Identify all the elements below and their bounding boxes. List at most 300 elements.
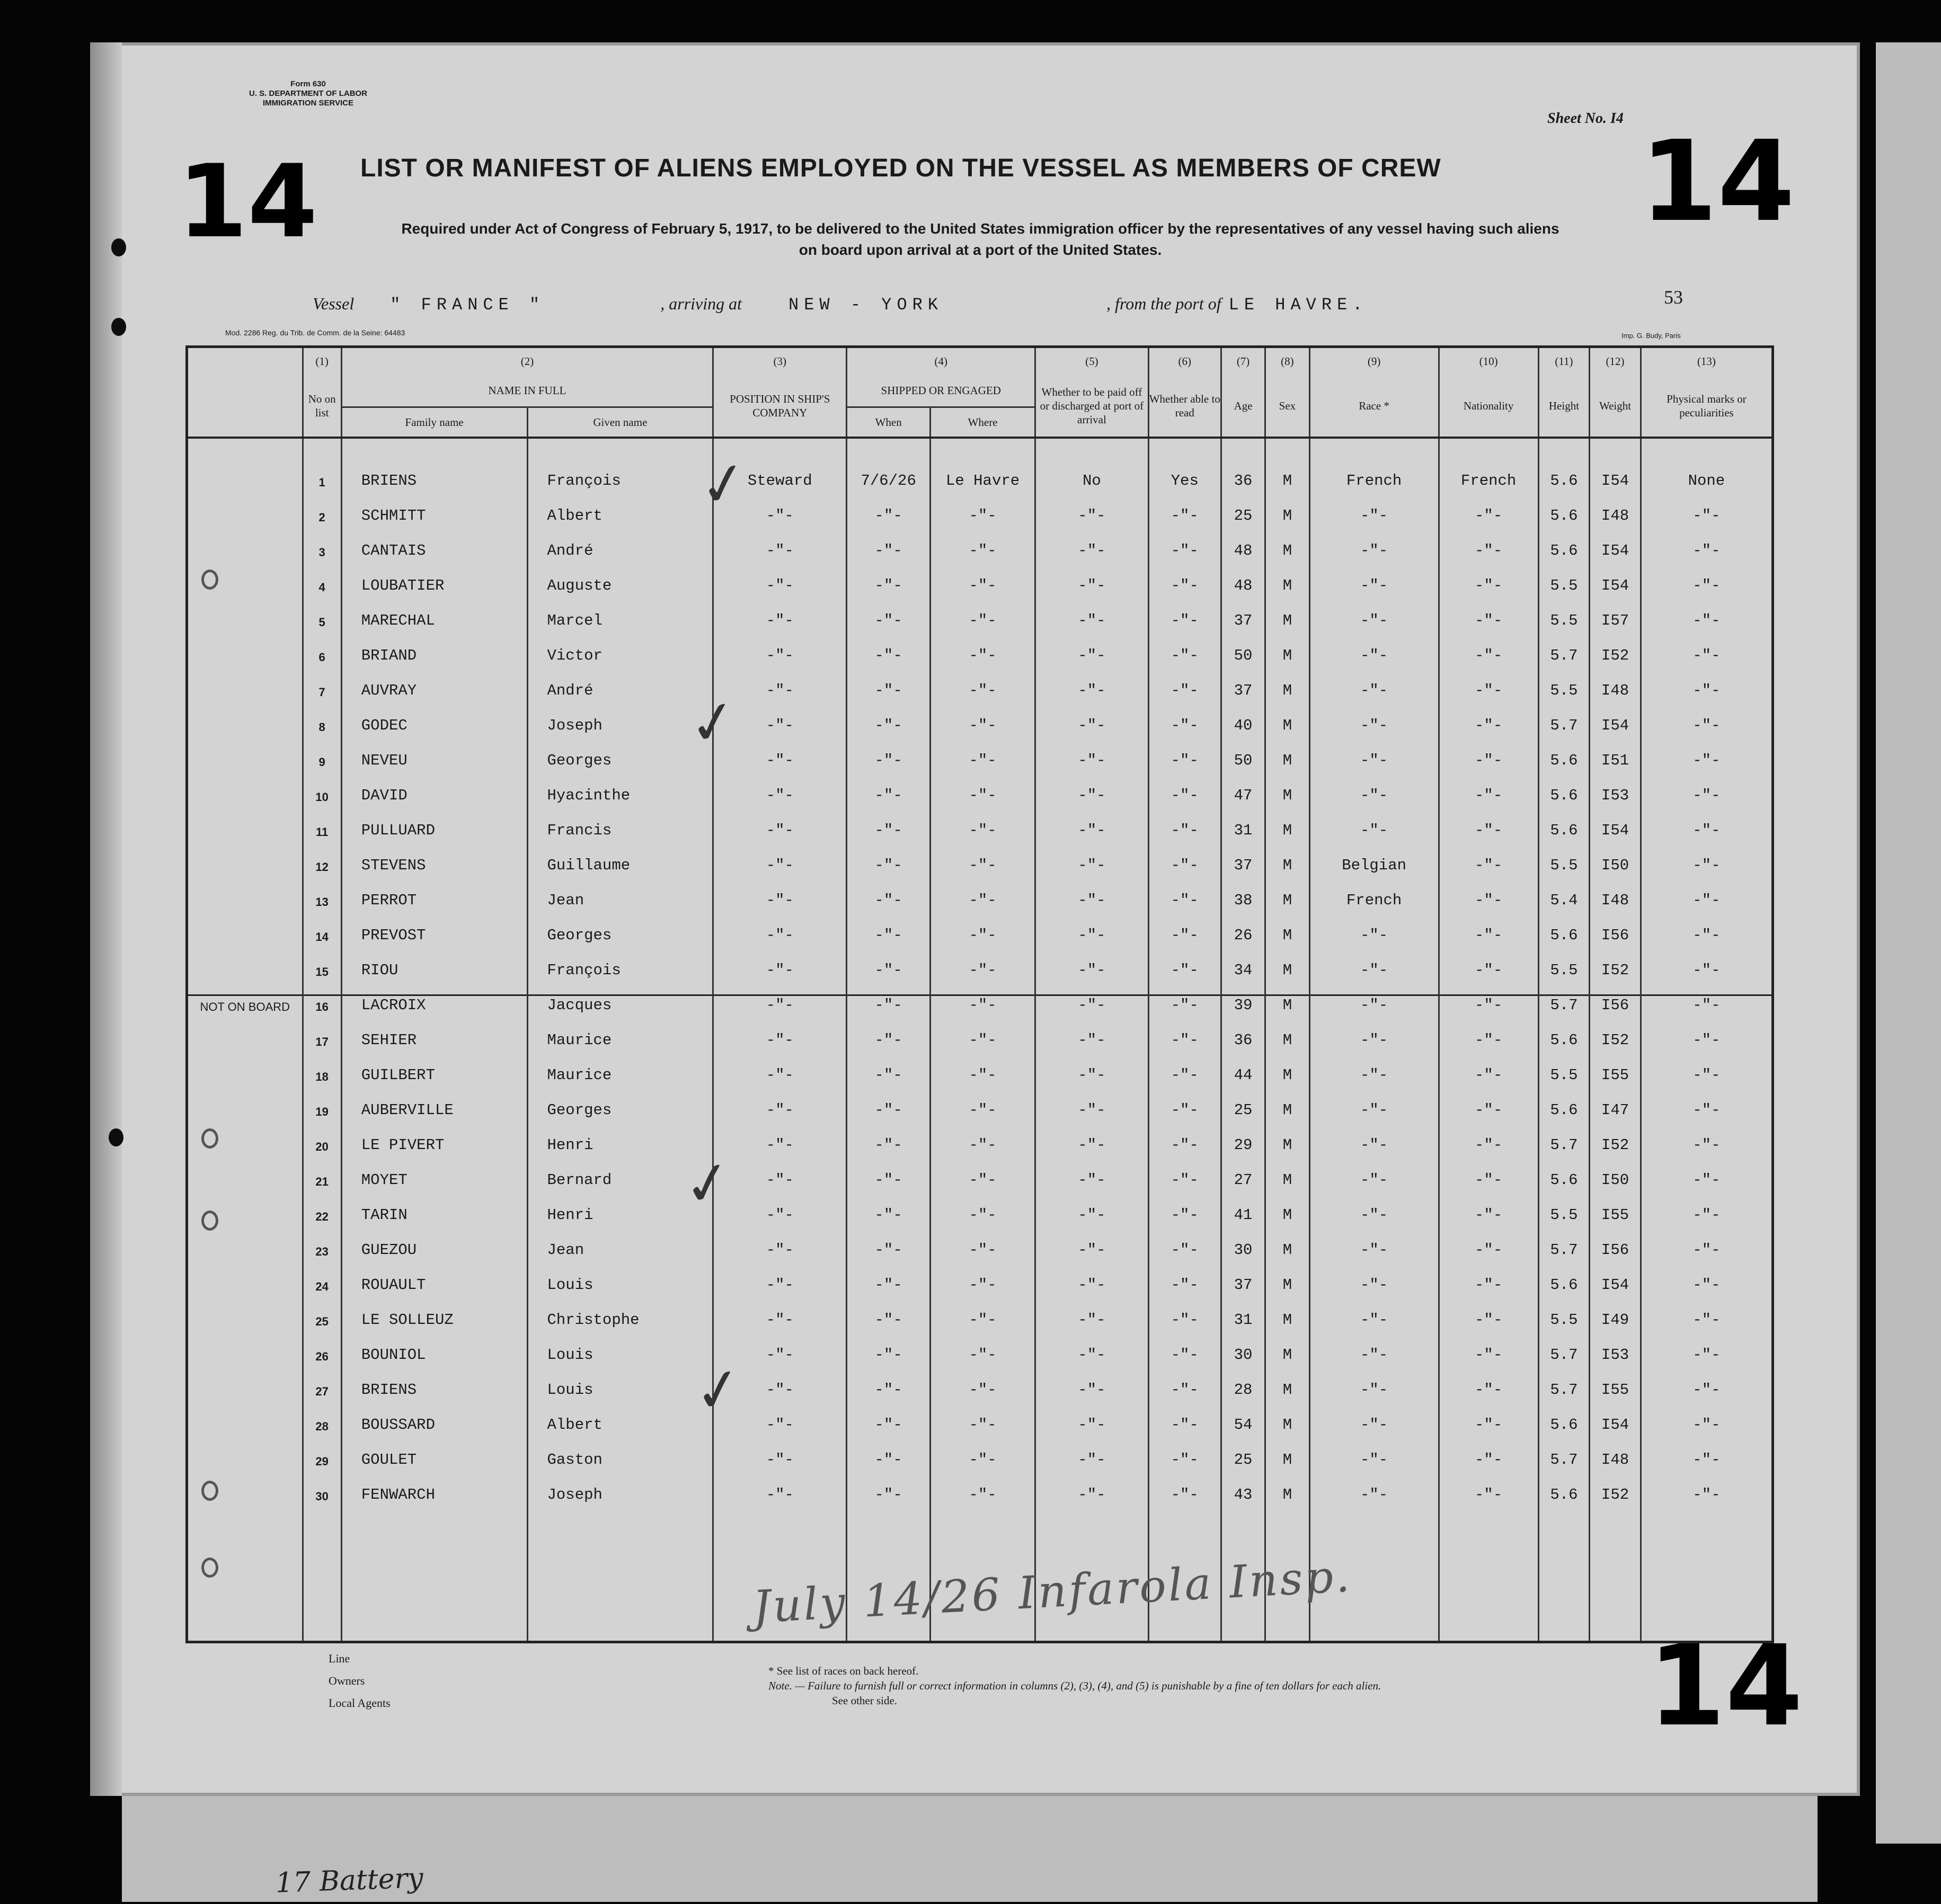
nationality: -"- [1439,874,1538,909]
sex: M [1265,559,1309,594]
physical-marks: -"- [1641,559,1772,594]
paid-off: -"- [1035,1329,1148,1364]
row-number: 29 [303,1434,341,1469]
race: -"- [1309,594,1439,629]
row-note [187,664,303,699]
shipped-when: -"- [847,664,930,699]
position: -"- [713,1049,847,1084]
physical-marks: -"- [1641,1224,1772,1259]
shipped-where: -"- [930,804,1035,839]
shipped-when: -"- [847,1364,930,1399]
weight: I55 [1590,1189,1641,1224]
shipped-when: -"- [847,1119,930,1154]
able-to-read: -"- [1148,1119,1221,1154]
race: -"- [1309,699,1439,734]
physical-marks: -"- [1641,1329,1772,1364]
age: 28 [1221,1364,1265,1399]
race: -"- [1309,1224,1439,1259]
row-note [187,1294,303,1329]
age: 34 [1221,944,1265,979]
shipped-where: -"- [930,1399,1035,1434]
race: -"- [1309,769,1439,804]
header-name-in-full: NAME IN FULL [341,375,713,407]
row-note [187,1224,303,1259]
given-name: Francis [527,804,713,839]
form-header [249,79,367,108]
physical-marks: -"- [1641,490,1772,524]
nationality: -"- [1439,1224,1538,1259]
able-to-read: -"- [1148,490,1221,524]
row-number: 12 [303,839,341,874]
row-number: 22 [303,1189,341,1224]
header-height: Height [1538,375,1590,438]
shipped-when: -"- [847,1399,930,1434]
row-number: 27 [303,1364,341,1399]
row-number: 18 [303,1049,341,1084]
row-number: 4 [303,559,341,594]
row-note [187,769,303,804]
race: -"- [1309,1014,1439,1049]
punch-hole [111,318,126,336]
able-to-read: -"- [1148,1224,1221,1259]
race: French [1309,438,1439,490]
sex: M [1265,594,1309,629]
shipped-where: -"- [930,594,1035,629]
check-mark: ✓ [694,446,754,522]
height: 5.7 [1538,1329,1590,1364]
age: 36 [1221,1014,1265,1049]
physical-marks: -"- [1641,1049,1772,1084]
weight: I56 [1590,909,1641,944]
shipped-when: -"- [847,490,930,524]
family-name: FENWARCH [341,1469,527,1503]
race: -"- [1309,1294,1439,1329]
row-number: 8 [303,699,341,734]
header-shipped-engaged: SHIPPED OR ENGAGED [847,375,1035,407]
paid-off: -"- [1035,1119,1148,1154]
row-note [187,490,303,524]
col-4-num: (4) [847,347,1035,375]
sheet-number-top-left: 14 [178,143,318,260]
row-note [187,629,303,664]
nationality: -"- [1439,1084,1538,1119]
arriving-port: NEW - YORK [788,295,944,315]
age: 50 [1221,629,1265,664]
nationality: -"- [1439,979,1538,1014]
shipped-where: -"- [930,839,1035,874]
family-name: DAVID [341,769,527,804]
table-row [187,1469,1773,1503]
position: -"- [713,1084,847,1119]
punch-hole [109,1128,123,1146]
row-number: 9 [303,734,341,769]
shipped-where: -"- [930,1154,1035,1189]
age: 26 [1221,909,1265,944]
nationality: -"- [1439,664,1538,699]
row-number: 23 [303,1224,341,1259]
shipped-when: -"- [847,874,930,909]
paid-off: -"- [1035,874,1148,909]
nationality: -"- [1439,1469,1538,1503]
physical-marks: -"- [1641,839,1772,874]
sex: M [1265,1049,1309,1084]
shipped-where: -"- [930,1014,1035,1049]
header-position: POSITION IN SHIP'S COMPANY [713,375,847,438]
note-col [187,375,303,438]
age: 37 [1221,594,1265,629]
height: 5.7 [1538,979,1590,1014]
row-note [187,524,303,559]
shipped-when: -"- [847,1259,930,1294]
position: -"- [713,979,847,1014]
given-name: Henri [527,1119,713,1154]
position: -"- [713,664,847,699]
weight: I52 [1590,944,1641,979]
family-name: BRIAND [341,629,527,664]
col-9-num: (9) [1309,347,1439,375]
table-row [187,1154,1773,1189]
row-number: 25 [303,1294,341,1329]
age: 25 [1221,1084,1265,1119]
weight: I48 [1590,1434,1641,1469]
row-number: 24 [303,1259,341,1294]
given-name: Joseph [527,1469,713,1503]
shipped-when: -"- [847,804,930,839]
race: -"- [1309,1469,1439,1503]
height: 5.6 [1538,909,1590,944]
race: -"- [1309,490,1439,524]
subtitle [286,218,1674,261]
weight: I52 [1590,1119,1641,1154]
given-name: Albert [527,490,713,524]
sex: M [1265,1119,1309,1154]
nationality: -"- [1439,699,1538,734]
position: -"- [713,1189,847,1224]
shipped-where: -"- [930,699,1035,734]
shipped-when: -"- [847,1049,930,1084]
page-number: 53 [1664,287,1683,308]
empty-cell [341,1503,527,1642]
physical-marks: -"- [1641,1364,1772,1399]
family-name: LACROIX [341,979,527,1014]
row-number: 11 [303,804,341,839]
empty-cell [1641,1503,1772,1642]
paid-off: -"- [1035,490,1148,524]
position: -"- [713,1434,847,1469]
paid-off: -"- [1035,944,1148,979]
shipped-when: -"- [847,1154,930,1189]
given-name: Louis [527,1329,713,1364]
shipped-where: -"- [930,524,1035,559]
paid-off: -"- [1035,559,1148,594]
sex: M [1265,524,1309,559]
race: -"- [1309,909,1439,944]
row-note [187,1119,303,1154]
shipped-where: -"- [930,559,1035,594]
age: 31 [1221,1294,1265,1329]
header-weight: Weight [1590,375,1641,438]
paid-off: -"- [1035,1399,1148,1434]
able-to-read: -"- [1148,1049,1221,1084]
shipped-where: -"- [930,1189,1035,1224]
table-row [187,524,1773,559]
table-row [187,629,1773,664]
given-name: Jean [527,1224,713,1259]
able-to-read: Yes [1148,438,1221,490]
race: -"- [1309,1084,1439,1119]
binding-edge [90,42,122,1796]
table-row [187,839,1773,874]
given-name: Christophe [527,1294,713,1329]
nationality: -"- [1439,1294,1538,1329]
family-name: LE SOLLEUZ [341,1294,527,1329]
table-row [187,769,1773,804]
shipped-where: -"- [930,664,1035,699]
subtitle-line-1: Required under Act of Congress of February 5, 1917, to be delivered to the United States immigration officer by the representatives of any vessel having such aliens [401,220,1559,237]
empty-cell [303,1503,341,1642]
position: -"- [713,1399,847,1434]
empty-cell [527,1503,713,1642]
table-row [187,804,1773,839]
row-note [187,1469,303,1503]
position: -"- [713,559,847,594]
table-row [187,1399,1773,1434]
paid-off: -"- [1035,1259,1148,1294]
family-name: BRIENS [341,1364,527,1399]
col-5-num: (5) [1035,347,1148,375]
shipped-where: -"- [930,909,1035,944]
race: -"- [1309,559,1439,594]
weight: I54 [1590,1259,1641,1294]
paid-off: -"- [1035,979,1148,1014]
given-name: Albert [527,1399,713,1434]
paid-off: -"- [1035,1434,1148,1469]
footnote-races: * See list of races on back hereof. [768,1665,919,1677]
physical-marks: -"- [1641,944,1772,979]
sex: M [1265,734,1309,769]
family-name: RIOU [341,944,527,979]
row-number: 26 [303,1329,341,1364]
age: 44 [1221,1049,1265,1084]
footnote-see-other: See other side. [832,1694,898,1707]
height: 5.7 [1538,699,1590,734]
table-row [187,559,1773,594]
row-number: 13 [303,874,341,909]
header-age: Age [1221,375,1265,438]
height: 5.5 [1538,839,1590,874]
family-name: ROUAULT [341,1259,527,1294]
able-to-read: -"- [1148,1084,1221,1119]
given-name: Georges [527,909,713,944]
col-1-num: (1) [303,347,341,375]
sex: M [1265,490,1309,524]
col-12-num: (12) [1590,347,1641,375]
height: 5.7 [1538,1119,1590,1154]
row-note [187,594,303,629]
age: 41 [1221,1189,1265,1224]
able-to-read: -"- [1148,1329,1221,1364]
table-row [187,874,1773,909]
paid-off: -"- [1035,1014,1148,1049]
header-paid-off: Whether to be paid off or discharged at port of arrival [1035,375,1148,438]
paid-off: -"- [1035,1049,1148,1084]
family-name: AUVRAY [341,664,527,699]
position: -"- [713,490,847,524]
paid-off: -"- [1035,909,1148,944]
weight: I53 [1590,769,1641,804]
height: 5.5 [1538,664,1590,699]
row-note [187,1084,303,1119]
nationality: -"- [1439,769,1538,804]
age: 27 [1221,1154,1265,1189]
physical-marks: -"- [1641,1294,1772,1329]
physical-marks: -"- [1641,664,1772,699]
row-note [187,1364,303,1399]
shipped-where: Le Havre [930,438,1035,490]
position: -"- [713,1154,847,1189]
col-8-num: (8) [1265,347,1309,375]
nationality: -"- [1439,1434,1538,1469]
header-when: When [847,407,930,438]
race: -"- [1309,524,1439,559]
able-to-read: -"- [1148,734,1221,769]
physical-marks: -"- [1641,699,1772,734]
race: -"- [1309,1434,1439,1469]
given-name: Marcel [527,594,713,629]
sex: M [1265,1364,1309,1399]
shipped-where: -"- [930,1224,1035,1259]
footnote-note: Note. — Failure to furnish full or correct information in columns (2), (3), (4), and (5) is punishable by a fine of ten dollars for each alien. [768,1679,1381,1692]
paid-off: -"- [1035,1224,1148,1259]
position: -"- [713,1119,847,1154]
shipped-when: -"- [847,909,930,944]
sex: M [1265,839,1309,874]
row-note [187,1189,303,1224]
footer-fields [329,1648,391,1714]
table-row [187,594,1773,629]
height: 5.6 [1538,438,1590,490]
height: 5.7 [1538,1434,1590,1469]
sex: M [1265,664,1309,699]
age: 31 [1221,804,1265,839]
given-name: Victor [527,629,713,664]
weight: I48 [1590,664,1641,699]
table-row [187,438,1773,490]
sex: M [1265,769,1309,804]
shipped-where: -"- [930,944,1035,979]
weight: I54 [1590,804,1641,839]
age: 30 [1221,1329,1265,1364]
paid-off: -"- [1035,699,1148,734]
shipped-where: -"- [930,1119,1035,1154]
nationality: -"- [1439,1329,1538,1364]
shipped-when: -"- [847,699,930,734]
position: -"- [713,1224,847,1259]
col-13-num: (13) [1641,347,1772,375]
given-name: Auguste [527,559,713,594]
check-mark: ✓ [678,1145,738,1222]
table-row [187,664,1773,699]
header-sex: Sex [1265,375,1309,438]
race: -"- [1309,804,1439,839]
able-to-read: -"- [1148,769,1221,804]
service: IMMIGRATION SERVICE [262,99,354,108]
footer-owners: Owners [329,1674,365,1687]
paid-off: -"- [1035,804,1148,839]
physical-marks: None [1641,438,1772,490]
table-row [187,1084,1773,1119]
family-name: SCHMITT [341,490,527,524]
table-row [187,734,1773,769]
given-name: Maurice [527,1014,713,1049]
able-to-read: -"- [1148,594,1221,629]
physical-marks: -"- [1641,979,1772,1014]
department: U. S. DEPARTMENT OF LABOR [249,89,368,98]
table-row [187,979,1773,1014]
able-to-read: -"- [1148,944,1221,979]
vessel-name: " FRANCE " [390,295,545,315]
height: 5.5 [1538,1294,1590,1329]
row-note [187,734,303,769]
sex: M [1265,1399,1309,1434]
row-number: 7 [303,664,341,699]
height: 5.6 [1538,1399,1590,1434]
header-nationality: Nationality [1439,375,1538,438]
from-port: LE HAVRE. [1228,295,1368,315]
sex: M [1265,804,1309,839]
age: 30 [1221,1224,1265,1259]
table-row [187,1364,1773,1399]
weight: I53 [1590,1329,1641,1364]
age: 48 [1221,559,1265,594]
table-row [187,1119,1773,1154]
given-name: Henri [527,1189,713,1224]
row-number: 20 [303,1119,341,1154]
punch-hole [111,238,126,256]
weight: I47 [1590,1084,1641,1119]
nationality: -"- [1439,594,1538,629]
given-name: Joseph [527,699,713,734]
sheet-number-top-right: 14 [1640,117,1795,246]
position: -"- [713,944,847,979]
row-number: 2 [303,490,341,524]
row-note [187,804,303,839]
physical-marks: -"- [1641,909,1772,944]
weight: I52 [1590,1014,1641,1049]
sex: M [1265,1014,1309,1049]
position: -"- [713,734,847,769]
shipped-when: -"- [847,1084,930,1119]
col-6-num: (6) [1148,347,1221,375]
able-to-read: -"- [1148,804,1221,839]
given-name: André [527,664,713,699]
age: 48 [1221,524,1265,559]
sex: M [1265,874,1309,909]
weight: I54 [1590,438,1641,490]
table-row [187,699,1773,734]
age: 38 [1221,874,1265,909]
shipped-when: -"- [847,1224,930,1259]
able-to-read: -"- [1148,699,1221,734]
race: -"- [1309,1154,1439,1189]
weight: I50 [1590,839,1641,874]
height: 5.5 [1538,1049,1590,1084]
nationality: -"- [1439,490,1538,524]
height: 5.6 [1538,734,1590,769]
race: -"- [1309,1329,1439,1364]
paid-off: -"- [1035,1189,1148,1224]
able-to-read: -"- [1148,1154,1221,1189]
